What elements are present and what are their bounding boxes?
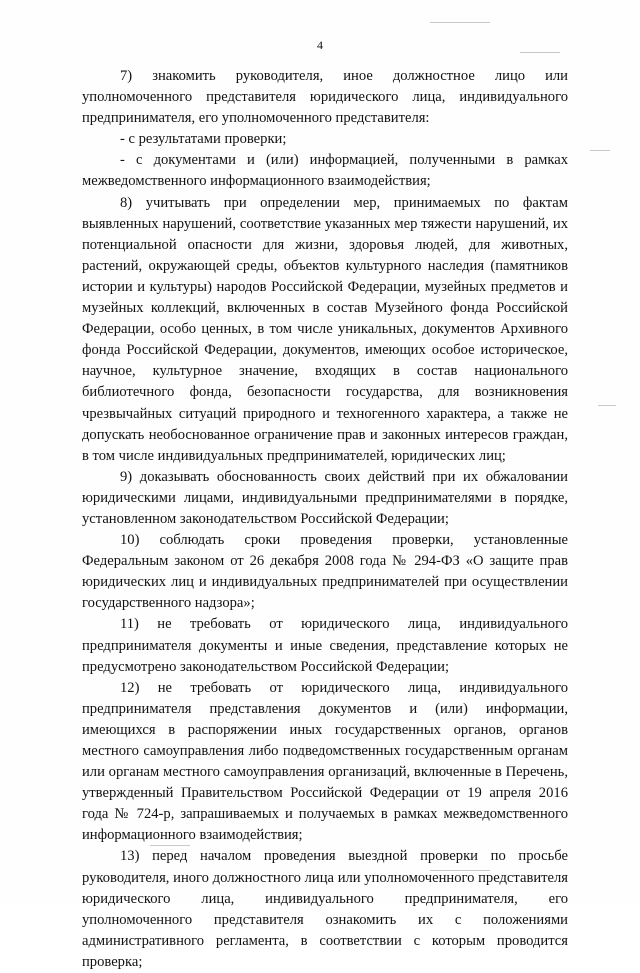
paragraph-item-8: 8) учитывать при определении мер, принимаемых по фактам выявленных нарушений, соответствие указанных мер тяжести нарушений, их потенциальной опасности для жизни, здоровья людей, для животных, растений, окружающей среды, объектов культурного наследия (памятников истории и культуры) народов Российской Федерации, музейных предметов и музейных коллекций, включенных в состав Музейного фонда Российской Федерации, особо ценных, в том числе уникальных, документов Архивного фонда Российской Федерации, документов, имеющих особое историческое, научное, культурное значение, входящих в состав национального библиотечного фонда, безопасности государства, для возникновения чрезвычайных ситуаций природного и техногенного характера, а также не допускать необоснованное ограничение прав и законных интересов граждан, в том числе индивидуальных предпринимателей, юридических лиц; <box>82 194 568 464</box>
scan-noise <box>590 150 610 151</box>
scan-noise <box>598 405 616 406</box>
paragraph-item-11: 11) не требовать от юридического лица, индивидуального предпринимателя документы и иные сведения, представление которых не предусмотрено законодательством Российской Федерации; <box>82 616 568 675</box>
scan-noise <box>430 22 490 23</box>
paragraph-results: - с результатами проверки; <box>120 131 287 148</box>
document-body <box>82 66 568 973</box>
paragraph-item-10: 10) соблюдать сроки проведения проверки, установленные Федеральным законом от 26 декабря 2008 года № 294-ФЗ «О защите прав юридических лиц и индивидуальных предпринимателей при осуществлении государственного надзора»; <box>82 532 568 612</box>
paragraph-item-13: 13) перед началом проведения выездной проверки по просьбе руководителя, иного должностного лица или уполномоченного представителя юридического лица, индивидуального предпринимателя, его уполномоченного представителя ознакомить их с положениями административного регламента, в соответствии с которым проводится проверка; <box>82 848 568 970</box>
paragraph-item-7: 7) знакомить руководителя, иное должностное лицо или уполномоченного представителя юридического лица, индивидуального предпринимателя, его уполномоченного представителя: <box>82 68 568 127</box>
page-number: 4 <box>317 38 323 52</box>
paragraph-item-9: 9) доказывать обоснованность своих действий при их обжаловании юридическими лицами, индивидуальными предпринимателями в порядке, установленном законодательством Российской Федерации; <box>82 468 568 527</box>
paragraph-item-12: 12) не требовать от юридического лица, индивидуального предпринимателя представления документов и (или) информации, имеющихся в распоряжении иных государственных органов, органов местного самоуправления либо подведомственных государственным органам или органам местного самоуправления организаций, включенные в Перечень, утвержденный Правительством Российской Федерации от 19 апреля 2016 года № 724-р, запрашиваемых и получаемых в рамках межведомственного информационного взаимодействия; <box>82 679 568 844</box>
paragraph-documents: - с документами и (или) информацией, полученными в рамках межведомственного информационного взаимодействия; <box>82 152 568 190</box>
